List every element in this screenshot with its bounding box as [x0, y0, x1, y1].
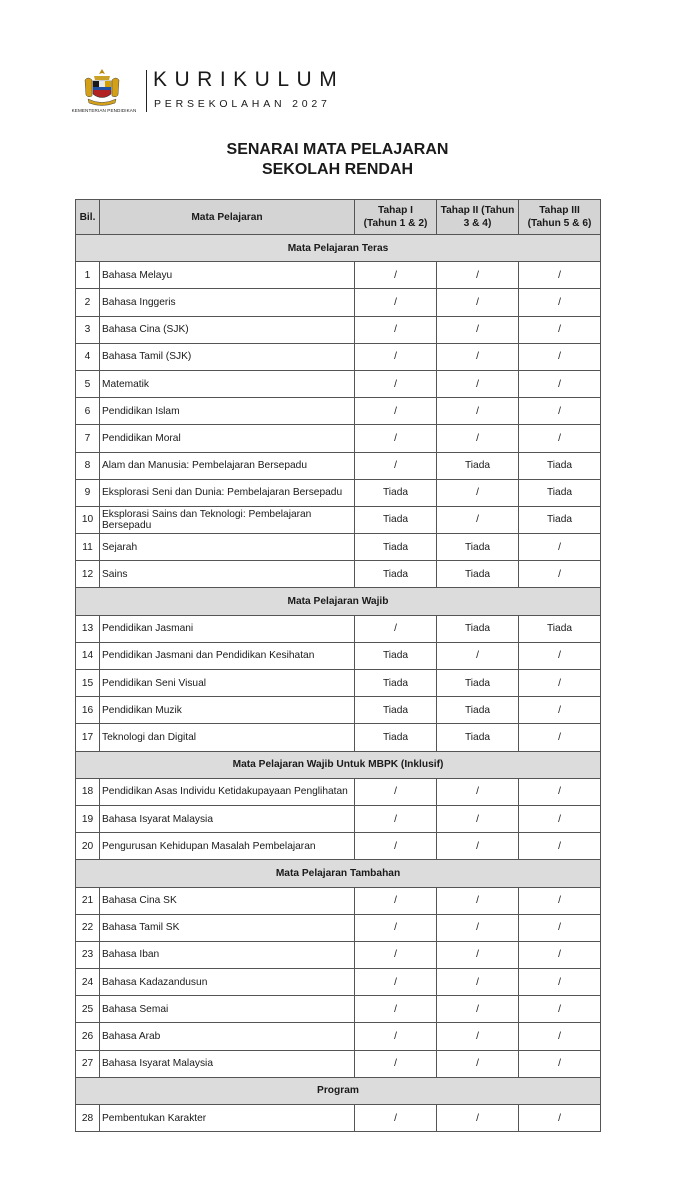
tahap-3-cell: /: [519, 370, 601, 397]
table-row: [76, 642, 601, 669]
ministry-crest: [66, 68, 138, 116]
tahap-3-cell: /: [519, 1023, 601, 1050]
tahap-2-cell: Tiada: [437, 724, 519, 751]
subject-name: Eksplorasi Sains dan Teknologi: Pembelajaran Bersepadu: [100, 506, 355, 533]
row-number: 8: [76, 452, 100, 479]
header-tahap-3: [519, 200, 601, 235]
subject-name: Pembentukan Karakter: [100, 1105, 355, 1132]
row-number: 24: [76, 969, 100, 996]
tahap-2-cell: /: [437, 805, 519, 832]
section-row: [76, 588, 601, 615]
table-row: [76, 778, 601, 805]
subject-name: Pendidikan Moral: [100, 425, 355, 452]
tahap-2-cell: /: [437, 778, 519, 805]
subject-name: Bahasa Kadazandusun: [100, 969, 355, 996]
table-row: [76, 398, 601, 425]
subject-name: Bahasa Isyarat Malaysia: [100, 805, 355, 832]
row-number: 13: [76, 615, 100, 642]
header-tahap-2-line-2: 3 & 4): [463, 218, 492, 229]
tahap-1-cell: /: [355, 615, 437, 642]
tahap-3-cell: /: [519, 996, 601, 1023]
row-number: 11: [76, 534, 100, 561]
section-title: Mata Pelajaran Wajib Untuk MBPK (Inklusif): [76, 751, 601, 778]
row-number: 4: [76, 343, 100, 370]
table-row: [76, 1105, 601, 1132]
brand-subtitle: PERSEKOLAHAN 2027: [154, 98, 331, 110]
tahap-2-cell: /: [437, 914, 519, 941]
subject-name: Bahasa Tamil SK: [100, 914, 355, 941]
tahap-1-cell: /: [355, 969, 437, 996]
table-row: [76, 996, 601, 1023]
tahap-3-cell: Tiada: [519, 615, 601, 642]
tahap-1-cell: Tiada: [355, 479, 437, 506]
subject-name: Bahasa Iban: [100, 941, 355, 968]
tahap-2-cell: /: [437, 289, 519, 316]
tahap-3-cell: /: [519, 833, 601, 860]
tahap-1-cell: /: [355, 805, 437, 832]
tahap-3-cell: /: [519, 1105, 601, 1132]
tahap-2-cell: /: [437, 833, 519, 860]
tahap-2-cell: /: [437, 969, 519, 996]
row-number: 20: [76, 833, 100, 860]
header-num: Bil.: [76, 200, 100, 235]
table-row: [76, 425, 601, 452]
tahap-2-cell: /: [437, 425, 519, 452]
section-title: Mata Pelajaran Wajib: [76, 588, 601, 615]
subject-name: Matematik: [100, 370, 355, 397]
tahap-2-cell: /: [437, 506, 519, 533]
tahap-1-cell: Tiada: [355, 534, 437, 561]
tahap-2-cell: /: [437, 996, 519, 1023]
tahap-2-cell: Tiada: [437, 534, 519, 561]
table-body: [76, 235, 601, 1132]
tahap-3-cell: /: [519, 697, 601, 724]
table-row: [76, 724, 601, 751]
tahap-3-cell: /: [519, 316, 601, 343]
tahap-3-cell: /: [519, 534, 601, 561]
row-number: 10: [76, 506, 100, 533]
row-number: 6: [76, 398, 100, 425]
tahap-2-cell: /: [437, 398, 519, 425]
subject-name: Bahasa Melayu: [100, 262, 355, 289]
tahap-3-cell: /: [519, 262, 601, 289]
row-number: 1: [76, 262, 100, 289]
header-tahap-3-line-2: (Tahun 5 & 6): [527, 218, 592, 229]
page-title: [0, 140, 675, 180]
row-number: 14: [76, 642, 100, 669]
tahap-3-cell: /: [519, 398, 601, 425]
tahap-3-cell: /: [519, 914, 601, 941]
header-tahap-3-line-1: Tahap III: [539, 205, 580, 216]
row-number: 7: [76, 425, 100, 452]
tahap-2-cell: /: [437, 1050, 519, 1077]
tahap-3-cell: /: [519, 724, 601, 751]
tahap-3-cell: /: [519, 778, 601, 805]
subject-name: Sejarah: [100, 534, 355, 561]
table-row: [76, 670, 601, 697]
subject-name: Eksplorasi Seni dan Dunia: Pembelajaran Bersepadu: [100, 479, 355, 506]
table-row: [76, 479, 601, 506]
table-row: [76, 370, 601, 397]
subject-name: Bahasa Cina SK: [100, 887, 355, 914]
row-number: 25: [76, 996, 100, 1023]
table-row: [76, 1023, 601, 1050]
row-number: 16: [76, 697, 100, 724]
subject-name: Pendidikan Seni Visual: [100, 670, 355, 697]
tahap-3-cell: /: [519, 969, 601, 996]
tahap-3-cell: /: [519, 941, 601, 968]
subjects-table: [75, 199, 601, 1132]
subject-name: Sains: [100, 561, 355, 588]
tahap-2-cell: /: [437, 343, 519, 370]
tahap-2-cell: Tiada: [437, 452, 519, 479]
row-number: 3: [76, 316, 100, 343]
subject-name: Bahasa Cina (SJK): [100, 316, 355, 343]
row-number: 19: [76, 805, 100, 832]
subject-name: Pendidikan Jasmani dan Pendidikan Kesihatan: [100, 642, 355, 669]
tahap-2-cell: /: [437, 887, 519, 914]
tahap-3-cell: /: [519, 425, 601, 452]
row-number: 21: [76, 887, 100, 914]
row-number: 12: [76, 561, 100, 588]
tahap-1-cell: /: [355, 262, 437, 289]
row-number: 26: [76, 1023, 100, 1050]
section-row: [76, 235, 601, 262]
row-number: 28: [76, 1105, 100, 1132]
tahap-2-cell: Tiada: [437, 561, 519, 588]
row-number: 27: [76, 1050, 100, 1077]
tahap-1-cell: /: [355, 887, 437, 914]
header-tahap-2: [437, 200, 519, 235]
section-row: [76, 751, 601, 778]
tahap-1-cell: /: [355, 996, 437, 1023]
tahap-3-cell: /: [519, 1050, 601, 1077]
table-row: [76, 697, 601, 724]
table-row: [76, 914, 601, 941]
header-divider: [146, 70, 147, 112]
tahap-1-cell: Tiada: [355, 506, 437, 533]
row-number: 2: [76, 289, 100, 316]
tahap-3-cell: Tiada: [519, 506, 601, 533]
tahap-1-cell: /: [355, 833, 437, 860]
table-row: [76, 452, 601, 479]
tahap-1-cell: Tiada: [355, 642, 437, 669]
table-row: [76, 969, 601, 996]
tahap-3-cell: Tiada: [519, 452, 601, 479]
tahap-1-cell: /: [355, 452, 437, 479]
tahap-1-cell: /: [355, 1105, 437, 1132]
crest-caption: KEMENTERIAN PENDIDIKAN: [71, 108, 137, 113]
subject-name: Pendidikan Muzik: [100, 697, 355, 724]
tahap-2-cell: /: [437, 316, 519, 343]
tahap-1-cell: /: [355, 914, 437, 941]
tahap-1-cell: /: [355, 1050, 437, 1077]
tahap-1-cell: /: [355, 343, 437, 370]
tahap-1-cell: Tiada: [355, 724, 437, 751]
tahap-2-cell: /: [437, 642, 519, 669]
table-row: [76, 887, 601, 914]
tahap-2-cell: Tiada: [437, 697, 519, 724]
row-number: 5: [76, 370, 100, 397]
subject-name: Pendidikan Asas Individu Ketidakupayaan Penglihatan: [100, 778, 355, 805]
table-row: [76, 343, 601, 370]
tahap-2-cell: /: [437, 479, 519, 506]
tahap-3-cell: /: [519, 670, 601, 697]
tahap-1-cell: /: [355, 778, 437, 805]
tahap-2-cell: /: [437, 262, 519, 289]
tahap-3-cell: /: [519, 289, 601, 316]
row-number: 22: [76, 914, 100, 941]
header-tahap-1: [355, 200, 437, 235]
table-row: [76, 1050, 601, 1077]
tahap-1-cell: /: [355, 289, 437, 316]
header-tahap-1-line-1: Tahap I: [378, 205, 413, 216]
table-row: [76, 506, 601, 533]
tahap-1-cell: /: [355, 1023, 437, 1050]
row-number: 23: [76, 941, 100, 968]
tahap-3-cell: /: [519, 343, 601, 370]
table-row: [76, 316, 601, 343]
row-number: 9: [76, 479, 100, 506]
section-row: [76, 1077, 601, 1104]
coat-of-arms-icon: [80, 68, 124, 108]
table-row: [76, 941, 601, 968]
row-number: 17: [76, 724, 100, 751]
subject-name: Bahasa Isyarat Malaysia: [100, 1050, 355, 1077]
tahap-3-cell: Tiada: [519, 479, 601, 506]
tahap-3-cell: /: [519, 805, 601, 832]
subject-name: Bahasa Arab: [100, 1023, 355, 1050]
brand-title: KURIKULUM: [153, 68, 345, 91]
subject-name: Bahasa Semai: [100, 996, 355, 1023]
header-subject: Mata Pelajaran: [100, 200, 355, 235]
header-tahap-1-line-2: (Tahun 1 & 2): [363, 218, 428, 229]
table-row: [76, 805, 601, 832]
row-number: 18: [76, 778, 100, 805]
document-header: [66, 62, 626, 122]
tahap-1-cell: /: [355, 398, 437, 425]
tahap-1-cell: Tiada: [355, 697, 437, 724]
section-title: Program: [76, 1077, 601, 1104]
tahap-1-cell: Tiada: [355, 670, 437, 697]
tahap-1-cell: /: [355, 370, 437, 397]
subject-name: Pendidikan Jasmani: [100, 615, 355, 642]
tahap-1-cell: /: [355, 425, 437, 452]
table-row: [76, 534, 601, 561]
tahap-3-cell: /: [519, 887, 601, 914]
table-row: [76, 615, 601, 642]
tahap-2-cell: /: [437, 1105, 519, 1132]
tahap-1-cell: Tiada: [355, 561, 437, 588]
tahap-2-cell: /: [437, 370, 519, 397]
subject-name: Pendidikan Islam: [100, 398, 355, 425]
table-header-row: [76, 200, 601, 235]
table-row: [76, 833, 601, 860]
subject-name: Teknologi dan Digital: [100, 724, 355, 751]
section-title: Mata Pelajaran Tambahan: [76, 860, 601, 887]
subject-name: Pengurusan Kehidupan Masalah Pembelajaran: [100, 833, 355, 860]
tahap-2-cell: /: [437, 1023, 519, 1050]
tahap-1-cell: /: [355, 941, 437, 968]
section-row: [76, 860, 601, 887]
header-tahap-2-line-1: Tahap II (Tahun: [440, 205, 515, 216]
tahap-1-cell: /: [355, 316, 437, 343]
section-title: Mata Pelajaran Teras: [76, 235, 601, 262]
tahap-2-cell: Tiada: [437, 670, 519, 697]
row-number: 15: [76, 670, 100, 697]
subject-name: Alam dan Manusia: Pembelajaran Bersepadu: [100, 452, 355, 479]
tahap-3-cell: /: [519, 561, 601, 588]
tahap-2-cell: /: [437, 941, 519, 968]
subject-name: Bahasa Inggeris: [100, 289, 355, 316]
page-title-line-1: SENARAI MATA PELAJARAN: [226, 141, 449, 158]
table-row: [76, 561, 601, 588]
page-title-line-2: SEKOLAH RENDAH: [261, 161, 414, 178]
table-row: [76, 262, 601, 289]
table-row: [76, 289, 601, 316]
tahap-2-cell: Tiada: [437, 615, 519, 642]
tahap-3-cell: /: [519, 642, 601, 669]
subject-name: Bahasa Tamil (SJK): [100, 343, 355, 370]
